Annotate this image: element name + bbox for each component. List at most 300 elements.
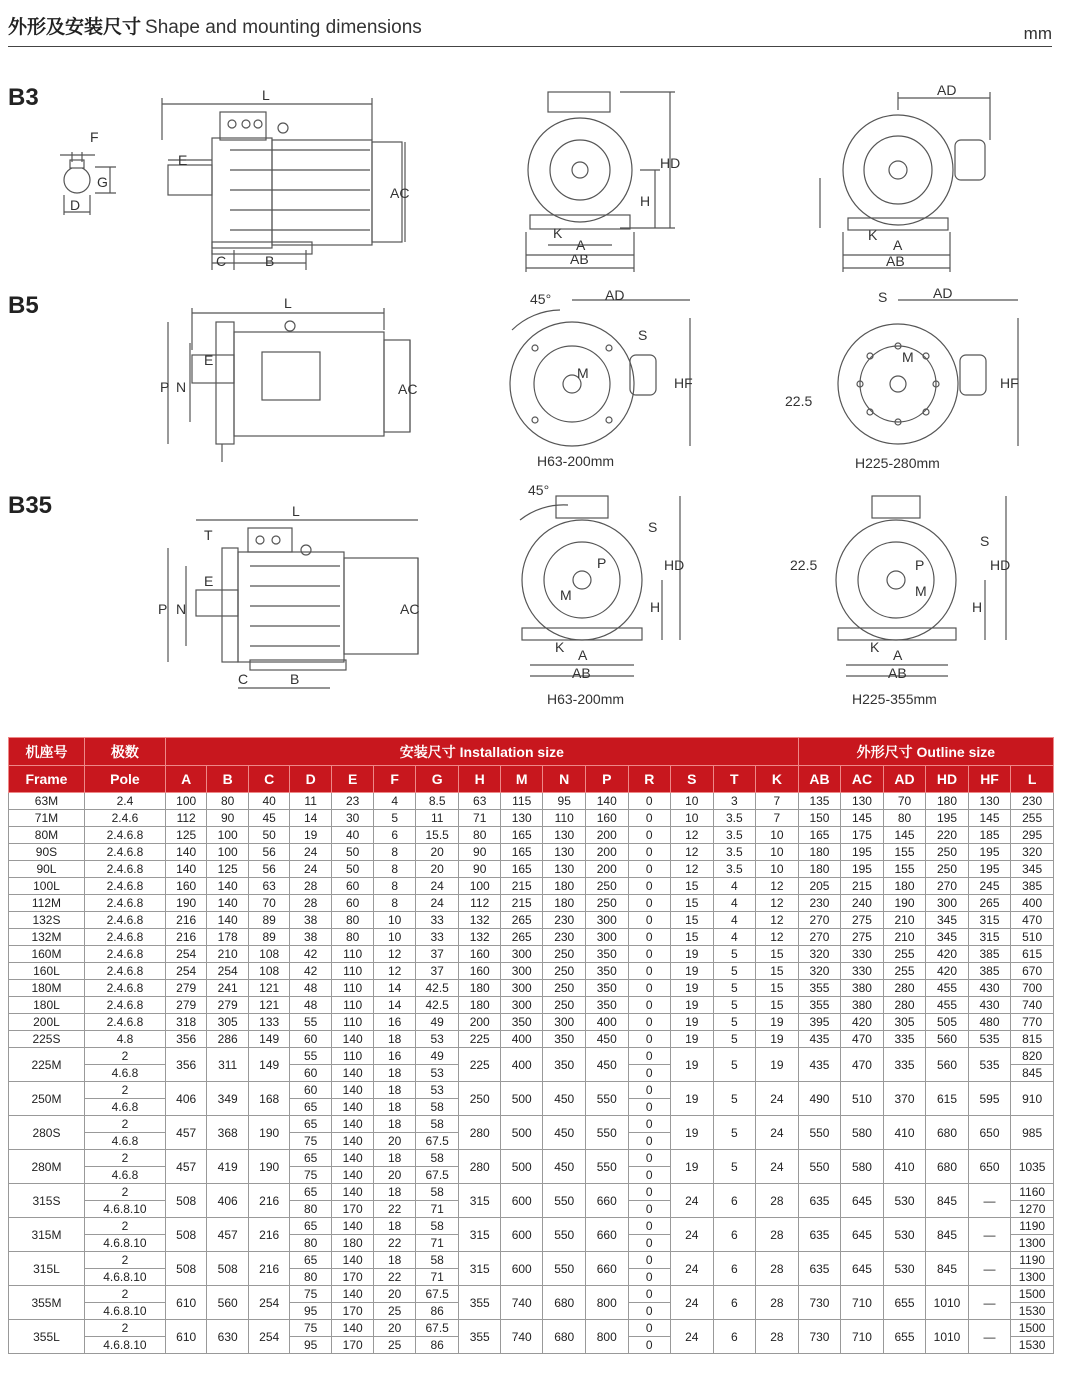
table-cell: 100 — [207, 827, 249, 844]
table-cell: 40 — [248, 793, 290, 810]
table-cell: 4 — [713, 878, 756, 895]
table-cell: 0 — [628, 1014, 671, 1031]
table-cell: 635 — [798, 1184, 841, 1218]
table-cell: 180 — [798, 844, 841, 861]
table-cell: 65 — [290, 1150, 332, 1167]
table-cell: 1160 — [1011, 1184, 1054, 1201]
table-cell: 140 — [207, 878, 249, 895]
table-cell: 4.6.8 — [84, 1133, 165, 1150]
table-row — [9, 1031, 1054, 1048]
table-cell: 400 — [500, 1048, 543, 1082]
table-cell: 580 — [841, 1116, 884, 1150]
table-cell: 86 — [415, 1303, 459, 1320]
table-cell: 20 — [374, 1167, 416, 1184]
table-cell: 10 — [374, 929, 416, 946]
table-row — [9, 1286, 1054, 1303]
dim-l-b35: L — [292, 503, 300, 519]
table-cell: 63 — [248, 878, 290, 895]
table-cell: 315 — [968, 912, 1011, 929]
table-cell: 140 — [331, 1082, 374, 1099]
table-cell: 86 — [415, 1337, 459, 1354]
table-row — [9, 1150, 1054, 1167]
table-cell: 350 — [585, 997, 628, 1014]
table-cell: 210 — [883, 912, 926, 929]
column-header: R — [628, 766, 671, 793]
table-cell: 10 — [374, 912, 416, 929]
table-cell: 22 — [374, 1201, 416, 1218]
table-row — [9, 997, 1054, 1014]
table-cell: 20 — [415, 861, 459, 878]
table-cell: 28 — [756, 1184, 799, 1218]
table-cell: 4.6.8 — [84, 1099, 165, 1116]
table-cell: 165 — [500, 861, 543, 878]
table-cell: 110 — [331, 1014, 374, 1031]
table-cell: 67.5 — [415, 1133, 459, 1150]
table-cell: 650 — [968, 1150, 1011, 1184]
table-cell: 250 — [459, 1082, 501, 1116]
table-cell: 0 — [628, 895, 671, 912]
table-cell: 470 — [841, 1031, 884, 1048]
table-cell: 10 — [756, 844, 799, 861]
table-cell: 140 — [331, 1252, 374, 1269]
dim-b-b35: B — [290, 671, 300, 687]
table-cell: 16 — [374, 1014, 416, 1031]
table-cell: 355M — [9, 1286, 85, 1320]
table-cell: 400 — [585, 1014, 628, 1031]
table-cell: 205 — [798, 878, 841, 895]
table-cell: 24 — [671, 1320, 714, 1354]
table-cell: 63M — [9, 793, 85, 810]
table-cell: 655 — [883, 1320, 926, 1354]
table-cell: 7 — [756, 793, 799, 810]
table-cell: 280 — [883, 997, 926, 1014]
table-cell: 71 — [415, 1235, 459, 1252]
table-cell: 28 — [756, 1218, 799, 1252]
table-cell: 10 — [671, 793, 714, 810]
table-row — [9, 793, 1054, 810]
table-cell: 4.6.8.10 — [84, 1235, 165, 1252]
table-cell: 215 — [500, 895, 543, 912]
table-cell: 770 — [1011, 1014, 1054, 1031]
table-cell: 5 — [713, 980, 756, 997]
table-cell: 845 — [926, 1218, 969, 1252]
table-cell: 410 — [883, 1116, 926, 1150]
table-cell: 5 — [713, 1031, 756, 1048]
dim-l-b5: L — [284, 295, 292, 311]
dim-c-b35: C — [238, 671, 249, 687]
table-cell: 195 — [968, 861, 1011, 878]
table-cell: 18 — [374, 1065, 416, 1082]
table-cell: 15 — [671, 878, 714, 895]
table-cell: 24 — [756, 1150, 799, 1184]
table-cell: 280M — [9, 1150, 85, 1184]
table-cell: 19 — [756, 1014, 799, 1031]
table-cell: 165 — [798, 827, 841, 844]
table-cell: 24 — [671, 1252, 714, 1286]
table-cell: 60 — [290, 1082, 332, 1099]
header-pole-cn: 极数 — [84, 738, 165, 766]
table-cell: 550 — [543, 1218, 586, 1252]
table-cell: 170 — [331, 1201, 374, 1218]
table-cell: 42.5 — [415, 997, 459, 1014]
dim-m-b5: M — [577, 365, 589, 381]
dim-s-b35b: S — [980, 533, 990, 549]
table-cell: 8 — [374, 861, 416, 878]
table-cell: 450 — [585, 1048, 628, 1082]
table-cell: 49 — [415, 1014, 459, 1031]
dim-f: F — [90, 129, 99, 145]
table-cell: 80 — [331, 929, 374, 946]
table-cell: 286 — [207, 1031, 249, 1048]
table-cell: 210 — [207, 946, 249, 963]
column-header: P — [585, 766, 628, 793]
table-cell: 1530 — [1011, 1337, 1054, 1354]
dim-a-b3: A — [576, 237, 586, 253]
table-cell: 2 — [84, 1116, 165, 1133]
table-cell: 53 — [415, 1065, 459, 1082]
table-cell: 300 — [585, 912, 628, 929]
table-cell: 5 — [713, 997, 756, 1014]
section-label-b5: B5 — [8, 292, 39, 319]
table-cell: 28 — [756, 1320, 799, 1354]
table-cell: 510 — [1011, 929, 1054, 946]
table-cell: 195 — [841, 861, 884, 878]
table-cell: 12 — [756, 895, 799, 912]
table-cell: 430 — [968, 997, 1011, 1014]
table-cell: 132 — [459, 912, 501, 929]
table-cell: 355 — [798, 997, 841, 1014]
table-cell: 89 — [248, 929, 290, 946]
dim-45-b5: 45° — [530, 291, 552, 307]
table-cell: 6 — [713, 1184, 756, 1218]
table-cell: 115 — [500, 793, 543, 810]
table-cell: 38 — [290, 929, 332, 946]
table-cell: 480 — [968, 1014, 1011, 1031]
table-cell: 845 — [1011, 1065, 1054, 1082]
dim-e-b5: E — [204, 352, 214, 368]
table-cell: 110 — [331, 997, 374, 1014]
table-cell: 245 — [968, 878, 1011, 895]
table-cell: 121 — [248, 997, 290, 1014]
table-cell: 410 — [883, 1150, 926, 1184]
table-cell: 16 — [374, 1048, 416, 1065]
table-cell: 730 — [798, 1286, 841, 1320]
table-cell: 24 — [671, 1218, 714, 1252]
table-cell: 0 — [628, 1150, 671, 1167]
dim-hd-b3: HD — [660, 155, 681, 171]
table-cell: 75 — [290, 1320, 332, 1337]
table-cell: 10 — [756, 861, 799, 878]
table-cell: 190 — [248, 1150, 290, 1184]
table-cell: 19 — [671, 1031, 714, 1048]
table-cell: 3.5 — [713, 861, 756, 878]
table-row — [9, 1184, 1054, 1201]
table-cell: 250 — [543, 963, 586, 980]
table-cell: 335 — [883, 1031, 926, 1048]
table-cell: 250M — [9, 1082, 85, 1116]
table-cell: 58 — [415, 1218, 459, 1235]
table-cell: 1270 — [1011, 1201, 1054, 1218]
table-cell: 550 — [585, 1082, 628, 1116]
column-header: A — [165, 766, 207, 793]
table-cell: 220 — [926, 827, 969, 844]
table-cell: 3.5 — [713, 810, 756, 827]
table-cell: 0 — [628, 1167, 671, 1184]
table-cell: 65 — [290, 1116, 332, 1133]
table-cell: 130 — [968, 793, 1011, 810]
table-cell: 132 — [459, 929, 501, 946]
table-cell: 15 — [671, 895, 714, 912]
table-cell: 0 — [628, 1031, 671, 1048]
dim-m-b35b: M — [915, 583, 927, 599]
table-cell: 530 — [883, 1184, 926, 1218]
column-header: H — [459, 766, 501, 793]
table-cell: 5 — [713, 1014, 756, 1031]
table-cell: 70 — [883, 793, 926, 810]
dim-hf-b5: HF — [674, 375, 693, 391]
table-cell: 19 — [671, 1048, 714, 1082]
table-cell: 185 — [968, 827, 1011, 844]
table-cell: 130 — [543, 861, 586, 878]
table-cell: 160 — [165, 878, 207, 895]
table-row — [9, 1014, 1054, 1031]
table-cell: 400 — [500, 1031, 543, 1048]
table-cell: 12 — [671, 861, 714, 878]
table-row — [9, 844, 1054, 861]
column-header: Frame — [9, 766, 85, 793]
table-cell: 89 — [248, 912, 290, 929]
table-cell: 680 — [543, 1286, 586, 1320]
table-cell: 508 — [207, 1252, 249, 1286]
table-cell: 560 — [926, 1048, 969, 1082]
table-cell: 550 — [585, 1150, 628, 1184]
table-cell: 140 — [165, 861, 207, 878]
table-cell: 170 — [331, 1337, 374, 1354]
table-cell: 280S — [9, 1116, 85, 1150]
table-cell: 350 — [543, 1031, 586, 1048]
table-cell: 265 — [500, 929, 543, 946]
column-header: G — [415, 766, 459, 793]
table-cell: 71 — [415, 1269, 459, 1286]
table-cell: 160L — [9, 963, 85, 980]
table-cell: 650 — [968, 1116, 1011, 1150]
table-cell: 24 — [756, 1116, 799, 1150]
table-cell: 8 — [374, 895, 416, 912]
table-cell: 320 — [798, 963, 841, 980]
table-cell: 71 — [459, 810, 501, 827]
table-cell: 490 — [798, 1082, 841, 1116]
table-cell: — — [968, 1218, 1011, 1252]
table-row — [9, 946, 1054, 963]
table-cell: 80 — [290, 1201, 332, 1218]
table-cell: 19 — [671, 1150, 714, 1184]
table-cell: 80 — [883, 810, 926, 827]
table-cell: 108 — [248, 963, 290, 980]
table-cell: 254 — [248, 1286, 290, 1320]
table-cell: 550 — [585, 1116, 628, 1150]
table-cell: 100 — [207, 844, 249, 861]
column-header: S — [671, 766, 714, 793]
header-frame-cn: 机座号 — [9, 738, 85, 766]
table-cell: 2 — [84, 1184, 165, 1201]
table-cell: 255 — [1011, 810, 1054, 827]
table-cell: 15 — [756, 980, 799, 997]
table-cell: 132S — [9, 912, 85, 929]
table-cell: 279 — [165, 997, 207, 1014]
table-cell: 1300 — [1011, 1235, 1054, 1252]
column-header: AC — [841, 766, 884, 793]
table-cell: 180 — [459, 980, 501, 997]
table-cell: 2.4 — [84, 793, 165, 810]
table-cell: 635 — [798, 1252, 841, 1286]
dim-h-b35b: H — [972, 599, 983, 615]
table-cell: 80 — [290, 1235, 332, 1252]
table-cell: 350 — [585, 980, 628, 997]
table-cell: 19 — [671, 946, 714, 963]
table-cell: 149 — [248, 1048, 290, 1082]
table-cell: 0 — [628, 1048, 671, 1065]
table-cell: 49 — [415, 1048, 459, 1065]
table-cell: 22 — [374, 1235, 416, 1252]
table-cell: 0 — [628, 844, 671, 861]
column-header-row — [9, 766, 1054, 793]
table-cell: 140 — [207, 895, 249, 912]
table-cell: 420 — [926, 946, 969, 963]
dim-p-b5: P — [160, 379, 170, 395]
table-cell: 355 — [459, 1320, 501, 1354]
table-cell: 11 — [290, 793, 332, 810]
table-cell: 48 — [290, 997, 332, 1014]
table-cell: 19 — [671, 997, 714, 1014]
table-cell: 0 — [628, 1116, 671, 1133]
table-cell: 125 — [207, 861, 249, 878]
table-cell: 6 — [713, 1286, 756, 1320]
dim-ad-b5b: AD — [933, 285, 953, 301]
table-cell: 250 — [926, 861, 969, 878]
table-cell: 19 — [290, 827, 332, 844]
table-row — [9, 827, 1054, 844]
table-row — [9, 1116, 1054, 1133]
table-cell: 0 — [628, 1099, 671, 1116]
table-cell: 42.5 — [415, 980, 459, 997]
table-cell: 300 — [500, 963, 543, 980]
table-cell: 20 — [374, 1320, 416, 1337]
table-cell: 550 — [543, 1184, 586, 1218]
table-cell: 18 — [374, 1116, 416, 1133]
column-header: Pole — [84, 766, 165, 793]
table-cell: 550 — [798, 1150, 841, 1184]
table-cell: 1190 — [1011, 1252, 1054, 1269]
table-cell: 2.4.6.8 — [84, 963, 165, 980]
table-row — [9, 810, 1054, 827]
dim-hf-b5b: HF — [1000, 375, 1019, 391]
table-cell: 170 — [331, 1269, 374, 1286]
table-cell: 145 — [841, 810, 884, 827]
table-cell: 0 — [628, 997, 671, 1014]
table-cell: 58 — [415, 1116, 459, 1133]
table-cell: 140 — [331, 1286, 374, 1303]
table-cell: 95 — [543, 793, 586, 810]
table-cell: 180 — [331, 1235, 374, 1252]
table-cell: 385 — [968, 946, 1011, 963]
table-cell: 2.4.6.8 — [84, 878, 165, 895]
table-cell: 419 — [207, 1150, 249, 1184]
table-cell: 170 — [331, 1303, 374, 1320]
table-cell: 19 — [671, 1014, 714, 1031]
table-cell: 58 — [415, 1099, 459, 1116]
table-cell: 4.6.8.10 — [84, 1337, 165, 1354]
table-cell: 71M — [9, 810, 85, 827]
dim-m-b35: M — [560, 587, 572, 603]
table-cell: 19 — [671, 1082, 714, 1116]
table-cell: 4.6.8 — [84, 1065, 165, 1082]
column-header: K — [756, 766, 799, 793]
table-cell: 112 — [165, 810, 207, 827]
table-cell: 65 — [290, 1252, 332, 1269]
table-row — [9, 878, 1054, 895]
section-label-b3: B3 — [8, 84, 39, 111]
table-cell: 216 — [248, 1184, 290, 1218]
dim-s-b5: S — [638, 327, 648, 343]
column-header: E — [331, 766, 374, 793]
table-cell: 435 — [798, 1031, 841, 1048]
table-cell: 80 — [459, 827, 501, 844]
table-cell: 10 — [671, 810, 714, 827]
table-cell: 6 — [713, 1218, 756, 1252]
table-cell: 254 — [207, 963, 249, 980]
table-cell: 95 — [290, 1337, 332, 1354]
table-cell: 130 — [543, 827, 586, 844]
table-cell: 450 — [543, 1116, 586, 1150]
table-cell: 190 — [248, 1116, 290, 1150]
table-cell: 24 — [671, 1184, 714, 1218]
table-cell: 0 — [628, 963, 671, 980]
table-cell: 225 — [459, 1031, 501, 1048]
table-row — [9, 1218, 1054, 1235]
table-cell: 470 — [841, 1048, 884, 1082]
table-cell: 53 — [415, 1031, 459, 1048]
table-cell: 12 — [374, 963, 416, 980]
table-cell: 190 — [883, 895, 926, 912]
table-cell: 80 — [207, 793, 249, 810]
table-cell: 5 — [713, 1082, 756, 1116]
table-cell: 225M — [9, 1048, 85, 1082]
table-cell: 30 — [331, 810, 374, 827]
table-cell: 457 — [165, 1150, 207, 1184]
table-cell: 24 — [756, 1082, 799, 1116]
table-cell: 2.4.6.8 — [84, 997, 165, 1014]
table-cell: 75 — [290, 1167, 332, 1184]
table-cell: 250 — [543, 997, 586, 1014]
table-cell: 345 — [1011, 861, 1054, 878]
table-cell: 165 — [500, 844, 543, 861]
table-cell: 160 — [459, 946, 501, 963]
table-cell: 254 — [248, 1320, 290, 1354]
table-cell: 80 — [331, 912, 374, 929]
dim-s-b35: S — [648, 519, 658, 535]
table-cell: 2 — [84, 1320, 165, 1337]
table-cell: 250 — [926, 844, 969, 861]
table-cell: 0 — [628, 861, 671, 878]
table-cell: 4.6.8.10 — [84, 1303, 165, 1320]
table-cell: 3 — [713, 793, 756, 810]
table-cell: 216 — [248, 1252, 290, 1286]
table-cell: 80 — [290, 1269, 332, 1286]
table-cell: 510 — [841, 1082, 884, 1116]
table-cell: 368 — [207, 1116, 249, 1150]
table-cell: 280 — [459, 1150, 501, 1184]
dim-s-b5b: S — [878, 289, 888, 305]
